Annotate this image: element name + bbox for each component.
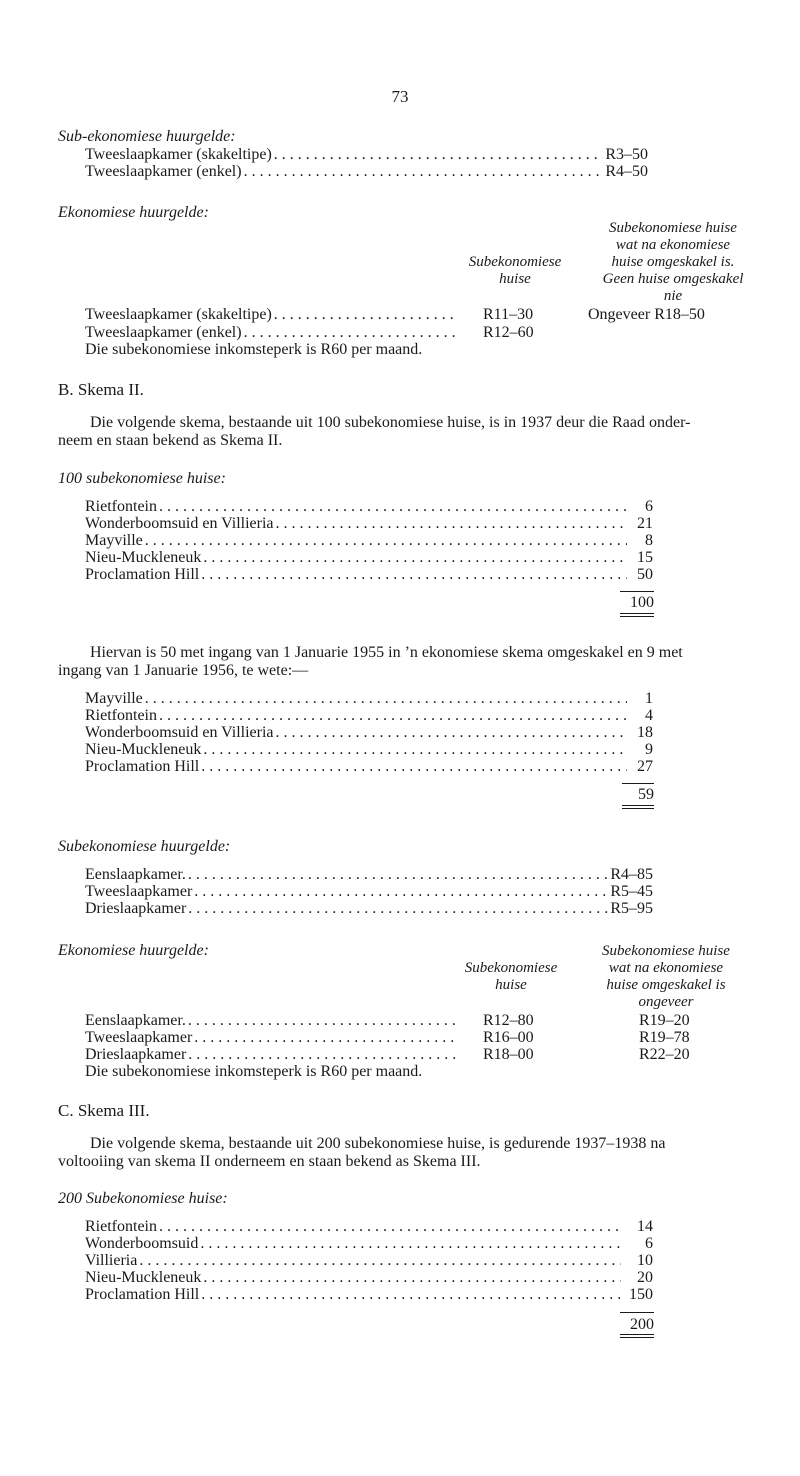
item-value: 10 — [637, 1252, 653, 1269]
list-item — [85, 498, 653, 515]
note: Die subekonomiese inkomsteperk is R60 per maand. — [85, 1063, 423, 1080]
item-value: 4 — [645, 707, 653, 724]
row-label: Tweeslaapkamer (skakeltipe) — [85, 306, 272, 323]
paragraph-line: Die volgende skema, bestaande uit 200 subekonomiese huise, is gedurende 1937–1938 na — [90, 1135, 666, 1152]
divider — [622, 808, 654, 809]
paragraph-line: Hiervan is 50 met ingang van 1 Januarie 1955 in ’n ekonomiese skema omgeskakel en 9 met — [90, 644, 683, 661]
list-heading: 200 Subekonomiese huise: — [58, 1190, 228, 1207]
paragraph-line: voltooiing van skema II onderneem en staan bekend as Skema III. — [58, 1153, 481, 1170]
leader-row — [85, 1029, 458, 1046]
divider — [620, 591, 654, 592]
column-header — [446, 960, 576, 994]
row-value: R5–45 — [610, 883, 653, 900]
item-value: 14 — [637, 1218, 653, 1235]
leader-row — [85, 324, 460, 341]
item-value: 18 — [637, 724, 653, 741]
list-item — [85, 758, 653, 775]
row-value: R4–85 — [610, 866, 653, 883]
item-value: 9 — [645, 741, 653, 758]
item-label: Proclamation Hill — [85, 758, 200, 775]
paragraph-line: Die volgende skema, bestaande uit 100 subekonomiese huise, is in 1937 deur die Raad onder- — [90, 414, 691, 431]
row-value-2: Ongeveer R18–50 — [588, 306, 705, 323]
row-value: R3–50 — [605, 146, 648, 163]
divider — [620, 616, 654, 617]
row-value: R12–60 — [483, 324, 534, 341]
section-heading-text: C. Skema III. — [58, 1101, 150, 1120]
row-label: Drieslaapkamer — [85, 1046, 187, 1063]
item-label: Mayville — [85, 690, 143, 707]
row-value: R16–00 — [483, 1029, 534, 1046]
item-value: 1 — [645, 690, 653, 707]
section-heading-text: B. Skema II. — [58, 380, 144, 399]
leader-row — [85, 1012, 458, 1029]
list-item — [85, 566, 653, 583]
section-heading — [58, 1102, 150, 1119]
item-label: Rietfontein — [85, 498, 157, 515]
item-label: Wonderboomsuid en Villieria — [85, 724, 274, 741]
row-label: Tweeslaapkamer (enkel) — [85, 163, 242, 180]
column-header-line: huise — [499, 271, 531, 287]
section-heading: Ekonomiese huurgelde: — [58, 204, 209, 221]
list-item — [85, 741, 653, 758]
row-value: R12–80 — [483, 1012, 534, 1029]
column-header-line: Subekonomiese — [468, 254, 562, 270]
paragraph — [58, 644, 778, 680]
column-header-line: wat na ekonomiese — [608, 960, 724, 976]
item-label: Nieu-Muckleneuk — [85, 741, 202, 758]
item-value: 8 — [645, 532, 653, 549]
item-value: 6 — [645, 498, 653, 515]
total: 59 — [638, 786, 654, 803]
paragraph-line: neem en staan bekend as Skema II. — [58, 432, 283, 449]
row-value-2: R22–20 — [639, 1046, 690, 1063]
item-label: Villieria — [85, 1252, 138, 1269]
divider — [620, 1337, 654, 1338]
row-value: R11–30 — [483, 306, 534, 323]
column-header — [578, 943, 754, 1011]
section-heading — [58, 381, 144, 398]
column-header — [582, 220, 764, 305]
row-label: Tweeslaapkamer — [85, 883, 193, 900]
list-item — [85, 707, 653, 724]
column-header — [450, 254, 580, 288]
list-item — [85, 1218, 653, 1235]
section-heading: Ekonomiese huurgelde: — [58, 942, 209, 959]
item-label: Nieu-Muckleneuk — [85, 549, 202, 566]
list-item — [85, 515, 653, 532]
column-header-line: Subekonomiese huise — [609, 220, 737, 236]
total: 200 — [630, 1316, 654, 1333]
list-item — [85, 724, 653, 741]
divider — [620, 1312, 654, 1313]
page-number: 73 — [391, 87, 409, 106]
row-value-2: R19–78 — [639, 1029, 690, 1046]
list-item — [85, 1252, 653, 1269]
column-header-line: ongeveer — [638, 994, 694, 1010]
paragraph-line: ingang van 1 Januarie 1956, te wete:— — [58, 662, 309, 679]
list-heading: 100 subekonomiese huise: — [58, 470, 226, 487]
section-heading: Sub-ekonomiese huurgelde: — [58, 128, 236, 145]
leader-row — [85, 900, 653, 917]
divider — [620, 1334, 654, 1335]
paragraph — [58, 414, 758, 450]
column-header-line: huise — [495, 977, 527, 993]
list-item — [85, 1286, 653, 1303]
total: 100 — [630, 594, 654, 611]
leader-row — [85, 1046, 458, 1063]
item-value: 50 — [637, 566, 653, 583]
row-value: R5–95 — [610, 900, 653, 917]
row-value: R18–00 — [483, 1046, 534, 1063]
list-item — [85, 1235, 653, 1252]
leader-row — [85, 146, 648, 163]
item-label: Proclamation Hill — [85, 566, 200, 583]
divider — [622, 805, 654, 806]
leader-row — [85, 883, 653, 900]
column-header-line: huise omgeskakel is. — [611, 254, 735, 270]
leader-row — [85, 866, 653, 883]
column-header-line: nie — [663, 288, 683, 304]
item-label: Wonderboomsuid — [85, 1235, 199, 1252]
row-label: Tweeslaapkamer (skakeltipe) — [85, 146, 272, 163]
row-label: Eenslaapkamer. — [85, 1012, 186, 1029]
row-value: R4–50 — [605, 163, 648, 180]
row-label: Tweeslaapkamer — [85, 1029, 193, 1046]
list-item — [85, 532, 653, 549]
item-label: Wonderboomsuid en Villieria — [85, 515, 274, 532]
list-item — [85, 549, 653, 566]
column-header-line: wat na ekonomiese — [615, 237, 731, 253]
note: Die subekonomiese inkomsteperk is R60 per maand. — [85, 341, 423, 358]
list-item — [85, 1269, 653, 1286]
paragraph — [58, 1135, 780, 1171]
item-value: 27 — [637, 758, 653, 775]
item-value: 20 — [637, 1269, 653, 1286]
divider — [622, 783, 654, 784]
leader-row — [85, 306, 460, 323]
item-label: Rietfontein — [85, 1218, 157, 1235]
column-header-line: Subekonomiese huise — [602, 943, 730, 959]
leader-row — [85, 163, 648, 180]
item-value: 6 — [645, 1235, 653, 1252]
item-value: 150 — [629, 1286, 653, 1303]
row-label: Drieslaapkamer — [85, 900, 187, 917]
item-label: Nieu-Muckleneuk — [85, 1269, 202, 1286]
item-label: Mayville — [85, 532, 143, 549]
column-header-line: Geen huise omgeskakel — [602, 271, 744, 287]
column-header-line: Subekonomiese — [464, 960, 558, 976]
row-value-2: R19–20 — [639, 1012, 690, 1029]
item-value: 21 — [637, 515, 653, 532]
divider — [620, 613, 654, 614]
item-value: 15 — [637, 549, 653, 566]
item-label: Proclamation Hill — [85, 1286, 200, 1303]
item-label: Rietfontein — [85, 707, 157, 724]
row-label: Tweeslaapkamer (enkel) — [85, 324, 242, 341]
list-item — [85, 690, 653, 707]
row-label: Eenslaapkamer. — [85, 866, 186, 883]
column-header-line: huise omgeskakel is — [606, 977, 726, 993]
section-heading: Subekonomiese huurgelde: — [58, 838, 231, 855]
